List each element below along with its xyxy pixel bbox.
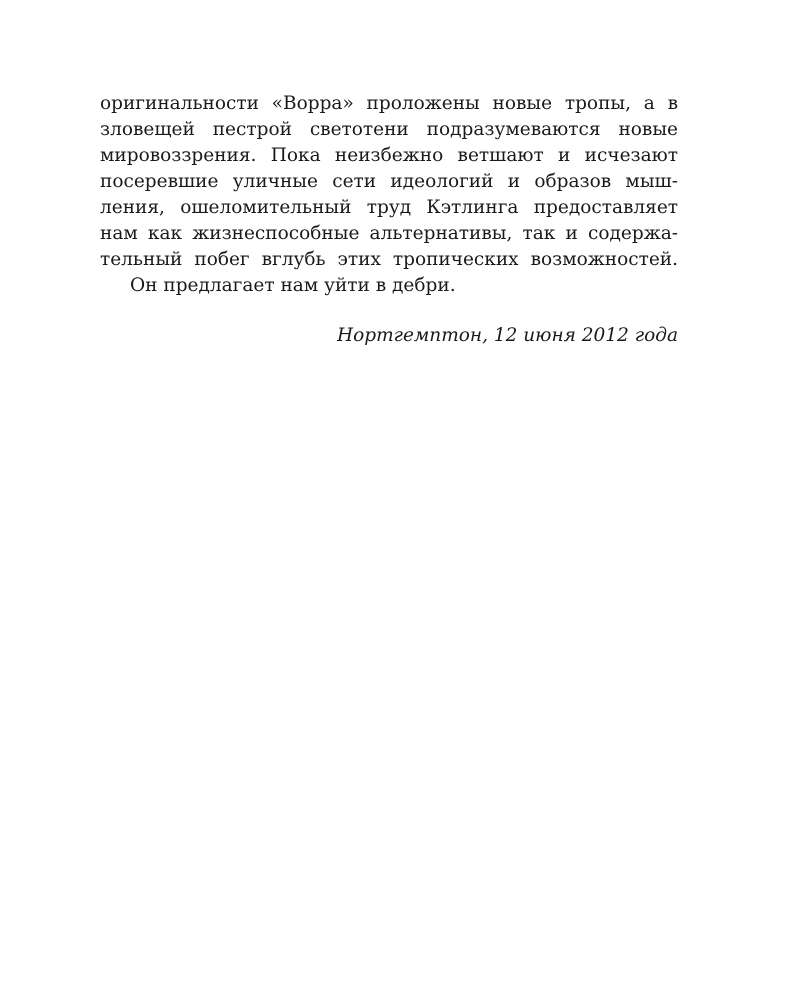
text-line: посеревшие уличные сети идеологий и образов мыш- [100, 171, 678, 192]
text-line: мировоззрения. Пока неизбежно ветшают и исчезают [100, 145, 678, 166]
closing-sentence: Он предлагает нам уйти в дебри. [130, 275, 456, 296]
text-line: зловещей пестрой светотени подразумеваются новые [100, 119, 678, 140]
body-text [100, 91, 678, 299]
text-line: тельный побег вглубь этих тропических возможностей. [100, 249, 678, 270]
text-line: ления, ошеломительный труд Кэтлинга предоставляет [100, 197, 678, 218]
place-and-date-signature: Нортгемптон, 12 июня 2012 года [337, 325, 678, 346]
text-line: оригинальности «Ворра» проложены новые тропы, а в [100, 93, 678, 114]
text-line: нам как жизнеспособные альтернативы, так и содержа- [100, 223, 678, 244]
